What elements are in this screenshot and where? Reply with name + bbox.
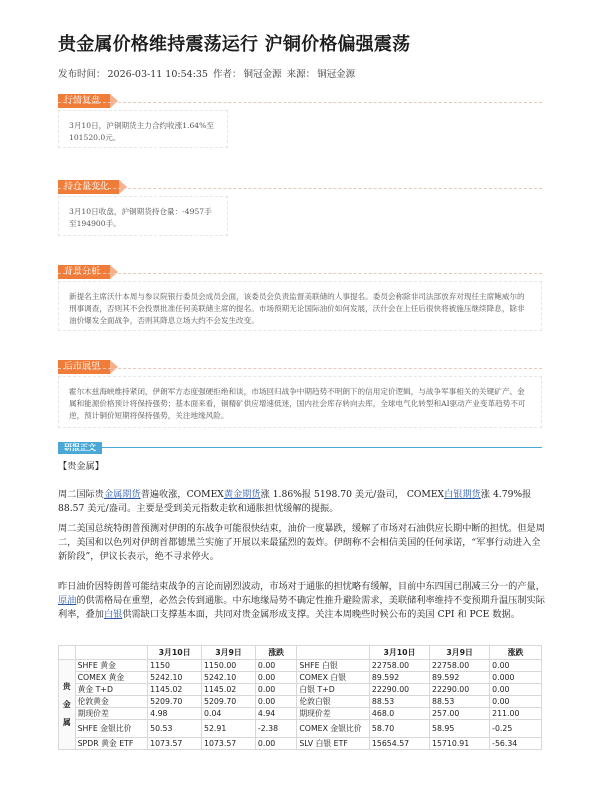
source-label: 来源： — [286, 69, 316, 80]
source: 铜冠金源 — [317, 69, 356, 80]
section-background — [58, 259, 542, 339]
table-cell: COMEX 金银比价 — [297, 720, 370, 738]
table-cell: 52.91 — [202, 720, 256, 738]
section-outlook — [58, 354, 542, 434]
divider — [58, 368, 542, 369]
table-cell: 0.00 — [255, 684, 296, 696]
table-row — [59, 660, 542, 672]
link-crude-oil[interactable]: 原油 — [58, 595, 77, 606]
table-cell: SHFE 金银比价 — [75, 720, 148, 738]
section-tag: 后市展望 — [58, 360, 110, 374]
table-cell: 0.000 — [490, 672, 542, 684]
text: 昨日油价因特朗普可能结束战争的言论而剧烈波动，市场对于通胀的担忧略有缓解，目前中东四国已削减三分一的产量， — [58, 581, 545, 592]
table-header-cell — [75, 646, 148, 660]
text: 周二国际贵 — [58, 489, 104, 500]
table-cell: 0.00 — [490, 696, 542, 708]
divider — [58, 102, 542, 103]
table-header-cell: 3月10日 — [148, 646, 202, 660]
table-row — [59, 684, 542, 696]
table-cell: 58.95 — [430, 720, 490, 738]
table-cell: 1145.02 — [202, 684, 256, 696]
table-cell: 22758.00 — [430, 660, 490, 672]
table-cell: 89.592 — [369, 672, 429, 684]
table-row — [59, 672, 542, 684]
section-heading: 【贵金属】 — [58, 461, 104, 472]
section-text: 霍尔木兹海峡维持紧闭，伊朗军方态度强硬拒绝和谈，市场回归战争中期趋势不明朗下的信用定价逻辑，与战争军事相关的关键矿产、金属和能源价格预计将保持强势；基本面来看，铜精矿供应增速低迷，国内社会库存转向去库，全球电气化转型和AI驱动产业变革趋势不可逆，预计铜价短期将保持强势，关注地缘风险。 — [58, 376, 542, 428]
table-cell: 0.04 — [202, 708, 256, 720]
link-precious-metal-futures[interactable]: 金属期货 — [103, 489, 141, 500]
table-cell: 1150 — [148, 660, 202, 672]
link-silver-futures[interactable]: 白银期货 — [444, 489, 481, 500]
table-cell: SLV 白银 ETF — [297, 738, 370, 750]
table-cell: 期现价差 — [297, 708, 370, 720]
table-header-cell — [59, 646, 76, 660]
divider — [58, 188, 542, 189]
table-cell: COMEX 黄金 — [75, 672, 148, 684]
publish-label: 发布时间： — [58, 69, 106, 80]
divider — [58, 447, 542, 448]
table-cell: 期现价差 — [75, 708, 148, 720]
table-cell: 1150.00 — [202, 660, 256, 672]
table-cell: 89.592 — [430, 672, 490, 684]
report-body-tag: 研报正文 — [58, 442, 102, 454]
text: 的供需格局在重塑，必然会传到通胀。中东地缘局势不确定性推升避险需求，美联储利率维持不变预期升温压制实际利率，叠加 — [58, 595, 545, 620]
table-cell: 257.00 — [430, 708, 490, 720]
table-header-row — [59, 646, 542, 660]
table-cell: SHFE 白银 — [297, 660, 370, 672]
publish-time: 2026-03-11 10:54:35 — [107, 69, 208, 80]
table-cell: 4.94 — [255, 708, 296, 720]
table-cell: 15710.91 — [430, 738, 490, 750]
author: 铜冠金源 — [243, 69, 282, 80]
table-cell: 211.00 — [490, 708, 542, 720]
table-cell: -0.25 — [490, 720, 542, 738]
table-header-cell: 涨跌 — [255, 646, 296, 660]
table-header-cell: 3月10日 — [369, 646, 429, 660]
text: 供需缺口支撑基本面，共同对贵金属形成支撑。关注本周晚些时候公布的美国 CPI 和 PCE 数据。 — [122, 609, 520, 620]
table-row — [59, 708, 542, 720]
report-body-header — [58, 435, 542, 454]
text: 涨 1.86%报 5198.70 美元/盎司， COMEX — [260, 489, 445, 500]
table-cell: 0.00 — [255, 672, 296, 684]
page-title: 贵金属价格维持震荡运行 沪铜价格偏强震荡 — [58, 34, 411, 55]
table-cell: 0.00 — [255, 738, 296, 750]
table-cell: 5209.70 — [202, 696, 256, 708]
table-cell: 0.00 — [255, 696, 296, 708]
section-tag: 行情复盘 — [58, 94, 110, 108]
table-cell: 1073.57 — [202, 738, 256, 750]
section-market-review — [58, 88, 542, 148]
table-cell: 50.53 — [148, 720, 202, 738]
table-cell: -56.34 — [490, 738, 542, 750]
price-table — [58, 645, 542, 750]
section-text: 3月10日收盘，沪铜期货持仓量：-4957手至194900手。 — [58, 196, 228, 236]
text: 普遍收涨，COMEX — [140, 489, 224, 500]
table-row — [59, 738, 542, 750]
link-silver[interactable]: 白银 — [103, 609, 123, 620]
section-text: 3月10日，沪铜期货主力合约收涨1.64%至101520.0元。 — [58, 110, 228, 148]
link-gold-futures[interactable]: 黄金期货 — [223, 489, 261, 500]
table-row — [59, 696, 542, 708]
table-cell: 58.70 — [369, 720, 429, 738]
table-cell: -2.38 — [255, 720, 296, 738]
paragraph-3 — [58, 580, 548, 622]
table-cell: 22290.00 — [430, 684, 490, 696]
table-cell: 468.0 — [369, 708, 429, 720]
table-cell: 5242.10 — [148, 672, 202, 684]
table-cell: 0.00 — [490, 684, 542, 696]
section-text: 新提名主席沃什本周与参议院银行委员会成员会面，该委员会负责监督美联储的人事提名。委员会称除非司法部放弃对现任主席鲍威尔的刑事调查，否则其不会投票批准任何美联储主席的提名。市场预期无论国际油价如何发展，沃什会在上任后很快将被施压继续降息，除非油价爆发全面战争，否则其降息立场大约不会发生改变。 — [58, 281, 542, 331]
section-tag: 持仓量变化 — [58, 180, 119, 194]
article-meta — [58, 66, 357, 80]
text: 涨 4.79%报 88.57 美元/盎司。主要是受到美元指数走软和通胀担忧缓解的提振。 — [58, 489, 532, 514]
category-cell: 贵金属 — [59, 660, 76, 750]
table-cell: 5209.70 — [148, 696, 202, 708]
table-cell: 白银 T+D — [297, 684, 370, 696]
table-cell: COMEX 白银 — [297, 672, 370, 684]
table-cell: 5242.10 — [202, 672, 256, 684]
table-cell: 88.53 — [430, 696, 490, 708]
table-cell: 22758.00 — [369, 660, 429, 672]
table-cell: 黄金 T+D — [75, 684, 148, 696]
table-cell: 1145.02 — [148, 684, 202, 696]
table-cell: SPDR 黄金 ETF — [75, 738, 148, 750]
author-label: 作者： — [213, 69, 242, 80]
section-position-change — [58, 174, 542, 244]
table-row — [59, 720, 542, 738]
divider — [58, 273, 542, 274]
table-cell: 4.98 — [148, 708, 202, 720]
table-cell: 22290.00 — [369, 684, 429, 696]
section-tag: 背景分析 — [58, 265, 110, 279]
table-header-cell — [297, 646, 370, 660]
table-cell: 0.00 — [490, 660, 542, 672]
paragraph-1 — [58, 488, 548, 516]
table-header-cell: 3月9日 — [430, 646, 490, 660]
table-cell: SHFE 黄金 — [75, 660, 148, 672]
table-cell: 0.00 — [255, 660, 296, 672]
table-cell: 88.53 — [369, 696, 429, 708]
paragraph-2: 周二美国总统特朗普预测对伊朗的东战争可能很快结束，油价一度暴跌，缓解了市场对石油供应长期中断的担忧。但是周二，美国和以色列对伊朗首都德黑兰实施了开展以来最猛烈的轰炸。伊朗称不会相信美国的任何承诺，“军事行动进入全新阶段”，伊议长表示，绝不寻求停火。 — [58, 523, 545, 562]
table-cell: 1073.57 — [148, 738, 202, 750]
table-cell: 15654.57 — [369, 738, 429, 750]
table-cell: 伦敦白银 — [297, 696, 370, 708]
table-header-cell: 涨跌 — [490, 646, 542, 660]
table-header-cell: 3月9日 — [202, 646, 256, 660]
table-cell: 伦敦黄金 — [75, 696, 148, 708]
